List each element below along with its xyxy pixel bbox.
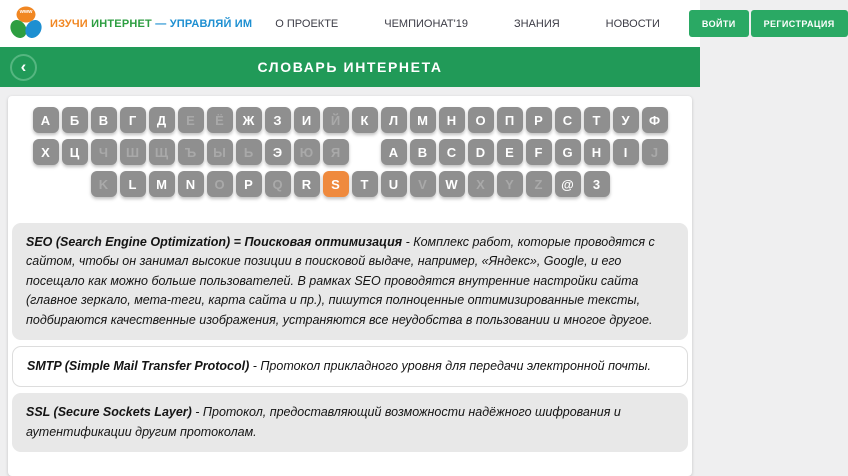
letter-tile-J: J [642,139,668,165]
letter-tile-F[interactable]: F [526,139,552,165]
letter-tile-T[interactable]: T [352,171,378,197]
letter-tile-Ц[interactable]: Ц [62,139,88,165]
letter-tile-П[interactable]: П [497,107,523,133]
letter-tile-А[interactable]: А [33,107,59,133]
letter-tile-I[interactable]: I [613,139,639,165]
letter-tile-Y: Y [497,171,523,197]
logo-word-internet: ИНТЕРНЕТ [91,17,152,30]
entry-definition: - Протокол прикладного уровня для передачи электронной почты. [249,358,651,373]
logo-word-izuchi: ИЗУЧИ [50,17,88,30]
dictionary-entry-SEO [12,223,688,340]
alphabet-nav [12,107,688,197]
letter-tile-З[interactable]: З [265,107,291,133]
logo-www-badge: www [19,8,33,15]
letter-tile-Ы: Ы [207,139,233,165]
letter-tile-О[interactable]: О [468,107,494,133]
letter-tile-N[interactable]: N [178,171,204,197]
letter-tile-Т[interactable]: Т [584,107,610,133]
entry-definition: - Протокол, предоставляющий возможности надёжного шифрования и аутентификации другим протоколам. [26,405,621,439]
dictionary-entry-SMTP [12,346,688,387]
dictionary-entry-SSL [12,393,688,452]
nav-item-news[interactable]: НОВОСТИ [605,17,660,30]
letter-tile-Q: Q [265,171,291,197]
letter-tile-R[interactable]: R [294,171,320,197]
letter-tile-V: V [410,171,436,197]
logo-text [50,18,252,30]
letter-tile-E[interactable]: E [497,139,523,165]
letter-tile-Ь: Ь [236,139,262,165]
auth-buttons [689,10,848,37]
letter-tile-D[interactable]: D [468,139,494,165]
content-card [8,96,692,476]
letter-tile-O: O [207,171,233,197]
alphabet-gap [352,139,378,165]
alphabet-row-3 [12,171,688,197]
letter-tile-Ч: Ч [91,139,117,165]
letter-tile-W[interactable]: W [439,171,465,197]
letter-tile-B[interactable]: B [410,139,436,165]
letter-tile-Н[interactable]: Н [439,107,465,133]
nav-item-knowledge[interactable]: ЗНАНИЯ [513,17,560,30]
nav-item-about[interactable]: О ПРОЕКТЕ [275,17,339,30]
letter-tile-В[interactable]: В [91,107,117,133]
letter-tile-@[interactable]: @ [555,171,581,197]
letter-tile-Е: Е [178,107,204,133]
letter-tile-Х[interactable]: Х [33,139,59,165]
letter-tile-Р[interactable]: Р [526,107,552,133]
alphabet-row-2 [12,139,688,165]
logo-word-upravlyay: — УПРАВЛЯЙ ИМ [155,17,253,30]
letter-tile-Ю: Ю [294,139,320,165]
letter-tile-Ж[interactable]: Ж [236,107,262,133]
letter-tile-G[interactable]: G [555,139,581,165]
main-nav [252,18,683,30]
letter-tile-X: X [468,171,494,197]
letter-tile-Г[interactable]: Г [120,107,146,133]
letter-tile-K: K [91,171,117,197]
letter-tile-Щ: Щ [149,139,175,165]
dictionary-entries [12,223,688,452]
letter-tile-К[interactable]: К [352,107,378,133]
back-button[interactable] [10,54,37,81]
site-logo[interactable] [8,5,252,43]
entry-term: SEO (Search Engine Optimization) = Поисковая оптимизация [26,235,403,249]
letter-tile-Ё: Ё [207,107,233,133]
letter-tile-М[interactable]: М [410,107,436,133]
letter-tile-3[interactable]: 3 [584,171,610,197]
entry-term: SMTP (Simple Mail Transfer Protocol) [27,358,250,373]
letter-tile-С[interactable]: С [555,107,581,133]
site-header [0,0,835,47]
letter-tile-U[interactable]: U [381,171,407,197]
letter-tile-И[interactable]: И [294,107,320,133]
register-button[interactable]: РЕГИСТРАЦИЯ [751,10,848,37]
entry-definition: - Комплекс работ, которые проводятся с сайтом, чтобы он занимал высокие позиции в поисковой выдаче, например, «Яндекс», Google, и его посещало как можно больше пользователей. В рамках SEO проводятся внутренние настройки сайта (главное зеркало, мета-теги, карта сайта и пр.), пишутся полноценные оптимизированные тексты, подбираются качественные изображения, устраняются все неудобства в пользовании и многое другое. [26,235,655,327]
letter-tile-Э[interactable]: Э [265,139,291,165]
letter-tile-Ф[interactable]: Ф [642,107,668,133]
nav-item-championship[interactable]: ЧЕМПИОНАТ'19 [384,17,468,30]
letter-tile-У[interactable]: У [613,107,639,133]
letter-tile-Л[interactable]: Л [381,107,407,133]
entry-term: SSL (Secure Sockets Layer) [26,405,192,420]
letter-tile-S[interactable]: S [323,171,349,197]
letter-tile-Б[interactable]: Б [62,107,88,133]
login-button[interactable]: ВОЙТИ [689,10,749,37]
chevron-left-icon: ‹ [20,57,27,76]
title-bar [0,47,700,87]
letter-tile-Ш: Ш [120,139,146,165]
letter-tile-Ъ: Ъ [178,139,204,165]
alphabet-row-1 [12,107,688,133]
letter-tile-L[interactable]: L [120,171,146,197]
letter-tile-A[interactable]: A [381,139,407,165]
letter-tile-Я: Я [323,139,349,165]
letter-tile-C[interactable]: C [439,139,465,165]
logo-icon [8,5,44,43]
letter-tile-H[interactable]: H [584,139,610,165]
letter-tile-Д[interactable]: Д [149,107,175,133]
page-title: СЛОВАРЬ ИНТЕРНЕТА [257,59,443,75]
letter-tile-P[interactable]: P [236,171,262,197]
letter-tile-M[interactable]: M [149,171,175,197]
letter-tile-Z: Z [526,171,552,197]
letter-tile-Й: Й [323,107,349,133]
